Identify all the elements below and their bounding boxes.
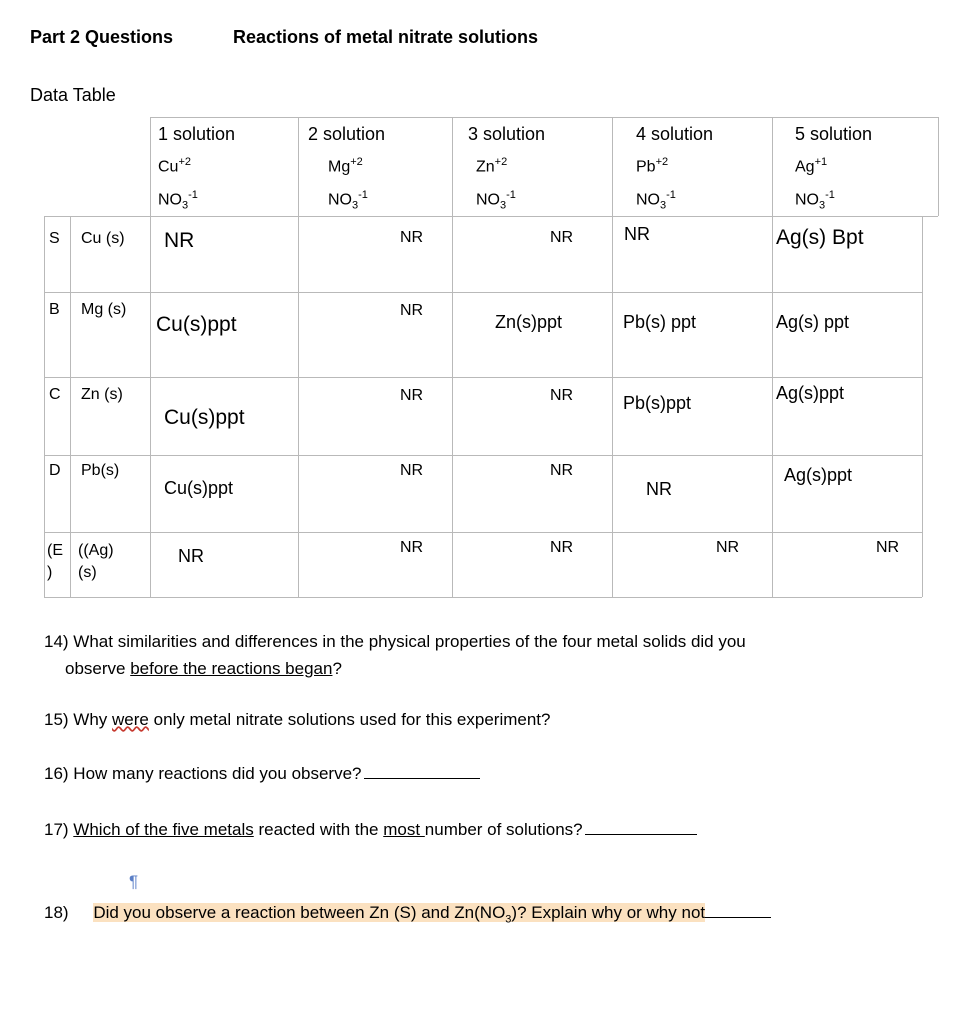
table-rule (298, 117, 299, 597)
table-cell: NR (400, 462, 424, 479)
table-cell: Cu(s)ppt (164, 478, 234, 498)
pilcrow-mark: ¶ (129, 872, 139, 891)
row-letter: D (49, 462, 61, 479)
answer-blank[interactable] (364, 777, 480, 779)
table-rule (150, 117, 151, 597)
table-cell: Zn(s)ppt (495, 312, 563, 332)
row-letter: C (49, 386, 61, 403)
table-cell: Pb(s)ppt (623, 393, 692, 413)
table-cell: NR (164, 229, 195, 252)
row-metal: Cu (s) (81, 230, 125, 247)
question-14: 14) What similarities and differences in the physical properties of the four metal solids did you observe before the reactions began? (44, 632, 746, 678)
column-header-3: 3 solution $Zn^{+2}$ $NO_3^{-1}$ (468, 124, 546, 212)
table-rule (44, 532, 922, 533)
table-cell: NR (876, 539, 900, 556)
table-rule (452, 117, 453, 597)
question-17: 17) Which of the five metals reacted with the most number of solutions? (44, 820, 697, 840)
column-header-2: 2 solution $Mg^{+2}$ $NO_3^{-1}$ (308, 124, 386, 212)
table-cell: NR (624, 224, 650, 244)
row-metal: ((Ag) (s) (78, 542, 114, 581)
table-cell: NR (550, 229, 574, 246)
page-subtitle: Reactions of metal nitrate solutions (233, 27, 539, 47)
row-metal: Mg (s) (81, 301, 127, 318)
table-cell: NR (400, 387, 424, 404)
table-rule (772, 117, 773, 597)
table-rule (44, 455, 922, 456)
question-16: 16) How many reactions did you observe? (44, 764, 480, 784)
table-cell: NR (646, 479, 672, 499)
table-cell: Cu(s)ppt (156, 313, 237, 336)
table-cell: NR (178, 546, 204, 566)
question-18: 18) Did you observe a reaction between Zn (S) and $Zn(NO_3)$? Explain why or why not (44, 903, 771, 925)
row-metal: Pb(s) (81, 462, 120, 479)
table-cell: Ag(s) Bpt (776, 226, 864, 249)
table-cell: NR (400, 302, 424, 319)
answer-blank[interactable] (585, 833, 697, 835)
column-header-5: 5 solution $Ag^{+1}$ $NO_3^{-1}$ (795, 124, 873, 212)
table-rule (938, 117, 939, 216)
table-cell: NR (550, 387, 574, 404)
column-header-1: 1 solution $Cu^{+2}$ $NO_3^{-1}$ (158, 124, 236, 212)
row-metal: Zn (s) (81, 386, 123, 403)
table-cell: NR (716, 539, 740, 556)
table-rule (44, 292, 922, 293)
table-cell: NR (400, 539, 424, 556)
table-cell: Ag(s) ppt (776, 312, 850, 332)
data-table-label: Data Table (30, 85, 116, 105)
table-cell: Pb(s) ppt (623, 312, 697, 332)
question-15: 15) Why were only metal nitrate solutions used for this experiment? (44, 710, 551, 729)
row-letter: B (49, 301, 60, 318)
row-letter: (E ) (47, 542, 63, 581)
table-rule (922, 216, 923, 597)
column-header-4: 4 solution $Pb^{+2}$ $NO_3^{-1}$ (636, 124, 714, 212)
page-title: Part 2 Questions (30, 27, 174, 47)
table-cell: NR (550, 462, 574, 479)
table-rule (44, 377, 922, 378)
table-rule (70, 216, 71, 597)
table-rule (150, 117, 938, 118)
table-rule (44, 216, 45, 597)
table-cell: Ag(s)ppt (776, 383, 845, 403)
table-cell: NR (550, 539, 574, 556)
table-cell: Cu(s)ppt (164, 406, 245, 429)
row-letter: S (49, 230, 60, 247)
table-cell: Ag(s)ppt (784, 465, 853, 485)
table-cell: NR (400, 229, 424, 246)
table-rule (44, 597, 922, 598)
answer-blank[interactable] (705, 916, 771, 918)
table-rule (612, 117, 613, 597)
